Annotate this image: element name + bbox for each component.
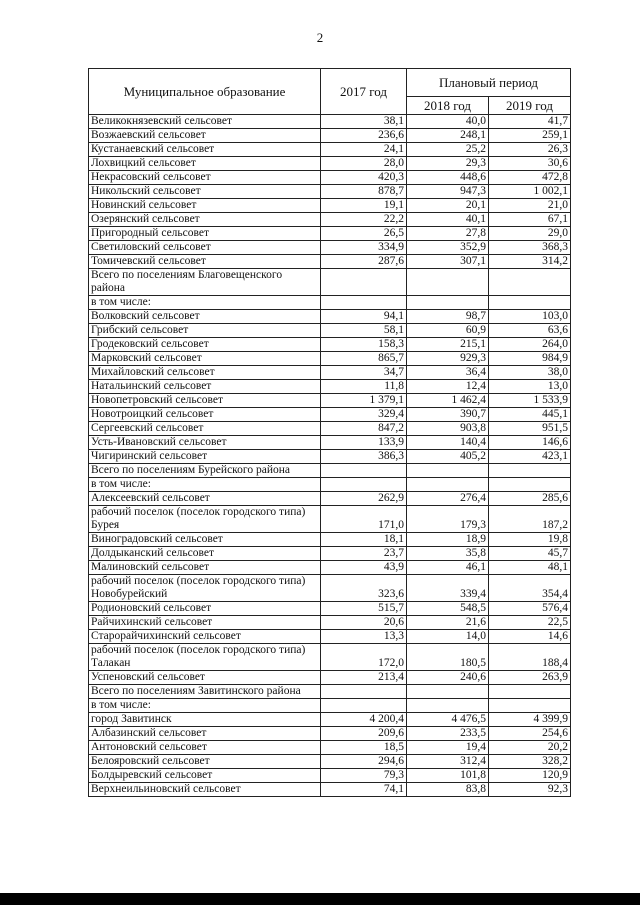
row-name: Озерянский сельсовет bbox=[89, 213, 321, 227]
value-2018: 101,8 bbox=[407, 769, 489, 783]
value-2019 bbox=[489, 685, 571, 699]
row-name: рабочий поселок (поселок городского типа) Талакан bbox=[89, 644, 321, 671]
value-2017 bbox=[321, 699, 407, 713]
value-2018: 179,3 bbox=[407, 506, 489, 533]
value-2017: 262,9 bbox=[321, 492, 407, 506]
value-2017: 386,3 bbox=[321, 450, 407, 464]
value-2019: 14,6 bbox=[489, 630, 571, 644]
value-2018: 29,3 bbox=[407, 157, 489, 171]
value-2018: 40,0 bbox=[407, 115, 489, 129]
value-2019: 188,4 bbox=[489, 644, 571, 671]
table-row bbox=[89, 185, 571, 199]
row-name: Натальинский сельсовет bbox=[89, 380, 321, 394]
value-2017: 22,2 bbox=[321, 213, 407, 227]
row-name: Родионовский сельсовет bbox=[89, 602, 321, 616]
table-row bbox=[89, 478, 571, 492]
value-2017: 294,6 bbox=[321, 755, 407, 769]
value-2017 bbox=[321, 269, 407, 296]
header-plan-period: Плановый период bbox=[407, 69, 571, 97]
value-2019: 13,0 bbox=[489, 380, 571, 394]
table-row bbox=[89, 213, 571, 227]
value-2019: 951,5 bbox=[489, 422, 571, 436]
value-2019: 314,2 bbox=[489, 255, 571, 269]
value-2019: 67,1 bbox=[489, 213, 571, 227]
value-2019 bbox=[489, 464, 571, 478]
row-name: Всего по поселениям Благовещенского района bbox=[89, 269, 321, 296]
value-2019: 423,1 bbox=[489, 450, 571, 464]
row-name: Всего по поселениям Бурейского района bbox=[89, 464, 321, 478]
value-2017: 20,6 bbox=[321, 616, 407, 630]
value-2017: 28,0 bbox=[321, 157, 407, 171]
value-2019: 19,8 bbox=[489, 533, 571, 547]
row-name: Светиловский сельсовет bbox=[89, 241, 321, 255]
value-2019: 354,4 bbox=[489, 575, 571, 602]
value-2019 bbox=[489, 296, 571, 310]
table-row bbox=[89, 450, 571, 464]
value-2017: 74,1 bbox=[321, 783, 407, 797]
table-row bbox=[89, 296, 571, 310]
value-2019: 4 399,9 bbox=[489, 713, 571, 727]
value-2018: 312,4 bbox=[407, 755, 489, 769]
row-name: в том числе: bbox=[89, 478, 321, 492]
row-name: Лохвицкий сельсовет bbox=[89, 157, 321, 171]
table-row bbox=[89, 171, 571, 185]
value-2018: 548,5 bbox=[407, 602, 489, 616]
value-2017 bbox=[321, 685, 407, 699]
value-2017: 94,1 bbox=[321, 310, 407, 324]
row-name: Верхнеильиновский сельсовет bbox=[89, 783, 321, 797]
row-name: Белояровский сельсовет bbox=[89, 755, 321, 769]
header-2019: 2019 год bbox=[489, 97, 571, 115]
value-2018: 390,7 bbox=[407, 408, 489, 422]
value-2019: 120,9 bbox=[489, 769, 571, 783]
value-2018: 240,6 bbox=[407, 671, 489, 685]
page-number: 2 bbox=[316, 30, 324, 45]
value-2019: 1 533,9 bbox=[489, 394, 571, 408]
table-row bbox=[89, 506, 571, 533]
value-2018: 83,8 bbox=[407, 783, 489, 797]
table-row bbox=[89, 129, 571, 143]
value-2019: 328,2 bbox=[489, 755, 571, 769]
table-row bbox=[89, 422, 571, 436]
row-name: Возжаевский сельсовет bbox=[89, 129, 321, 143]
table-row bbox=[89, 338, 571, 352]
table-row bbox=[89, 741, 571, 755]
value-2018: 307,1 bbox=[407, 255, 489, 269]
value-2017: 4 200,4 bbox=[321, 713, 407, 727]
row-name: в том числе: bbox=[89, 699, 321, 713]
table-row bbox=[89, 255, 571, 269]
row-name: Грибский сельсовет bbox=[89, 324, 321, 338]
table-row bbox=[89, 464, 571, 478]
value-2019: 29,0 bbox=[489, 227, 571, 241]
row-name: рабочий поселок (поселок городского типа) Новобурейский bbox=[89, 575, 321, 602]
row-name: Успеновский сельсовет bbox=[89, 671, 321, 685]
table-row bbox=[89, 713, 571, 727]
value-2018: 19,4 bbox=[407, 741, 489, 755]
value-2017: 209,6 bbox=[321, 727, 407, 741]
table-row bbox=[89, 143, 571, 157]
value-2017: 334,9 bbox=[321, 241, 407, 255]
row-name: Никольский сельсовет bbox=[89, 185, 321, 199]
row-name: Малиновский сельсовет bbox=[89, 561, 321, 575]
value-2018: 20,1 bbox=[407, 199, 489, 213]
table-row bbox=[89, 352, 571, 366]
value-2017: 287,6 bbox=[321, 255, 407, 269]
value-2017: 26,5 bbox=[321, 227, 407, 241]
value-2018: 248,1 bbox=[407, 129, 489, 143]
table-row bbox=[89, 575, 571, 602]
value-2017: 19,1 bbox=[321, 199, 407, 213]
value-2017: 34,7 bbox=[321, 366, 407, 380]
row-name: Алексеевский сельсовет bbox=[89, 492, 321, 506]
table-row bbox=[89, 755, 571, 769]
value-2017: 23,7 bbox=[321, 547, 407, 561]
table-row bbox=[89, 310, 571, 324]
table-row bbox=[89, 324, 571, 338]
table-row bbox=[89, 671, 571, 685]
value-2017: 18,1 bbox=[321, 533, 407, 547]
table-row bbox=[89, 616, 571, 630]
value-2018 bbox=[407, 699, 489, 713]
table-body bbox=[89, 115, 571, 797]
value-2017: 329,4 bbox=[321, 408, 407, 422]
value-2017: 171,0 bbox=[321, 506, 407, 533]
value-2019: 30,6 bbox=[489, 157, 571, 171]
table-row bbox=[89, 115, 571, 129]
table-row bbox=[89, 380, 571, 394]
value-2019: 285,6 bbox=[489, 492, 571, 506]
value-2017: 158,3 bbox=[321, 338, 407, 352]
value-2018: 180,5 bbox=[407, 644, 489, 671]
table-row bbox=[89, 547, 571, 561]
value-2017: 878,7 bbox=[321, 185, 407, 199]
row-name: рабочий поселок (поселок городского типа) Бурея bbox=[89, 506, 321, 533]
value-2019: 1 002,1 bbox=[489, 185, 571, 199]
row-name: Усть-Ивановский сельсовет bbox=[89, 436, 321, 450]
value-2019: 38,0 bbox=[489, 366, 571, 380]
value-2018: 12,4 bbox=[407, 380, 489, 394]
row-name: Новотроицкий сельсовет bbox=[89, 408, 321, 422]
value-2018: 276,4 bbox=[407, 492, 489, 506]
value-2019: 26,3 bbox=[489, 143, 571, 157]
value-2019: 472,8 bbox=[489, 171, 571, 185]
value-2019: 45,7 bbox=[489, 547, 571, 561]
row-name: Албазинский сельсовет bbox=[89, 727, 321, 741]
value-2019: 92,3 bbox=[489, 783, 571, 797]
value-2017: 236,6 bbox=[321, 129, 407, 143]
value-2017: 865,7 bbox=[321, 352, 407, 366]
table-row bbox=[89, 727, 571, 741]
table-row bbox=[89, 436, 571, 450]
value-2017: 11,8 bbox=[321, 380, 407, 394]
row-name: Всего по поселениям Завитинского района bbox=[89, 685, 321, 699]
value-2017: 1 379,1 bbox=[321, 394, 407, 408]
value-2018: 4 476,5 bbox=[407, 713, 489, 727]
row-name: Сергеевский сельсовет bbox=[89, 422, 321, 436]
row-name: Томичевский сельсовет bbox=[89, 255, 321, 269]
value-2019 bbox=[489, 699, 571, 713]
value-2019: 264,0 bbox=[489, 338, 571, 352]
value-2019 bbox=[489, 478, 571, 492]
value-2017: 18,5 bbox=[321, 741, 407, 755]
value-2019: 263,9 bbox=[489, 671, 571, 685]
value-2018 bbox=[407, 296, 489, 310]
row-name: Некрасовский сельсовет bbox=[89, 171, 321, 185]
row-name: Долдыканский сельсовет bbox=[89, 547, 321, 561]
value-2018: 405,2 bbox=[407, 450, 489, 464]
header-2017: 2017 год bbox=[321, 69, 407, 115]
value-2019: 576,4 bbox=[489, 602, 571, 616]
table-row bbox=[89, 699, 571, 713]
value-2018: 18,9 bbox=[407, 533, 489, 547]
table-row bbox=[89, 783, 571, 797]
value-2019: 48,1 bbox=[489, 561, 571, 575]
value-2018: 60,9 bbox=[407, 324, 489, 338]
value-2017 bbox=[321, 296, 407, 310]
value-2018: 1 462,4 bbox=[407, 394, 489, 408]
table-row bbox=[89, 602, 571, 616]
value-2018: 215,1 bbox=[407, 338, 489, 352]
row-name: Антоновский сельсовет bbox=[89, 741, 321, 755]
value-2018: 339,4 bbox=[407, 575, 489, 602]
value-2018 bbox=[407, 478, 489, 492]
table-row bbox=[89, 394, 571, 408]
value-2019: 22,5 bbox=[489, 616, 571, 630]
table-row bbox=[89, 408, 571, 422]
table-row bbox=[89, 533, 571, 547]
table-row bbox=[89, 630, 571, 644]
value-2018: 98,7 bbox=[407, 310, 489, 324]
row-name: Пригородный сельсовет bbox=[89, 227, 321, 241]
value-2017: 24,1 bbox=[321, 143, 407, 157]
table-row bbox=[89, 227, 571, 241]
row-name: в том числе: bbox=[89, 296, 321, 310]
table-row bbox=[89, 241, 571, 255]
value-2019: 20,2 bbox=[489, 741, 571, 755]
row-name: Гродековский сельсовет bbox=[89, 338, 321, 352]
value-2019: 146,6 bbox=[489, 436, 571, 450]
value-2019: 21,0 bbox=[489, 199, 571, 213]
value-2019: 254,6 bbox=[489, 727, 571, 741]
table-row bbox=[89, 157, 571, 171]
value-2017: 847,2 bbox=[321, 422, 407, 436]
value-2018: 27,8 bbox=[407, 227, 489, 241]
value-2018 bbox=[407, 269, 489, 296]
table-row bbox=[89, 366, 571, 380]
budget-table bbox=[88, 68, 571, 797]
value-2018: 46,1 bbox=[407, 561, 489, 575]
row-name: Старорайчихинский сельсовет bbox=[89, 630, 321, 644]
table-row bbox=[89, 561, 571, 575]
value-2019: 63,6 bbox=[489, 324, 571, 338]
scan-edge bbox=[0, 893, 640, 905]
table-row bbox=[89, 269, 571, 296]
value-2018: 40,1 bbox=[407, 213, 489, 227]
table-row bbox=[89, 492, 571, 506]
row-name: Райчихинский сельсовет bbox=[89, 616, 321, 630]
table-row bbox=[89, 199, 571, 213]
value-2018 bbox=[407, 685, 489, 699]
row-name: Кустанаевский сельсовет bbox=[89, 143, 321, 157]
value-2019: 41,7 bbox=[489, 115, 571, 129]
value-2017: 323,6 bbox=[321, 575, 407, 602]
value-2018: 25,2 bbox=[407, 143, 489, 157]
value-2018: 448,6 bbox=[407, 171, 489, 185]
value-2017: 38,1 bbox=[321, 115, 407, 129]
value-2018: 140,4 bbox=[407, 436, 489, 450]
value-2018: 14,0 bbox=[407, 630, 489, 644]
value-2017 bbox=[321, 478, 407, 492]
row-name: Великокнязевский сельсовет bbox=[89, 115, 321, 129]
value-2017: 13,3 bbox=[321, 630, 407, 644]
table-row bbox=[89, 685, 571, 699]
header-2018: 2018 год bbox=[407, 97, 489, 115]
value-2018: 21,6 bbox=[407, 616, 489, 630]
value-2019: 368,3 bbox=[489, 241, 571, 255]
row-name: Виноградовский сельсовет bbox=[89, 533, 321, 547]
value-2018: 36,4 bbox=[407, 366, 489, 380]
value-2019: 984,9 bbox=[489, 352, 571, 366]
row-name: Чигиринский сельсовет bbox=[89, 450, 321, 464]
value-2019: 445,1 bbox=[489, 408, 571, 422]
row-name: Новинский сельсовет bbox=[89, 199, 321, 213]
value-2019: 259,1 bbox=[489, 129, 571, 143]
value-2018: 352,9 bbox=[407, 241, 489, 255]
row-name: Новопетровский сельсовет bbox=[89, 394, 321, 408]
value-2017 bbox=[321, 464, 407, 478]
value-2018: 929,3 bbox=[407, 352, 489, 366]
header-municipality: Муниципальное образование bbox=[89, 69, 321, 115]
row-name: Марковский сельсовет bbox=[89, 352, 321, 366]
value-2018: 233,5 bbox=[407, 727, 489, 741]
value-2018: 35,8 bbox=[407, 547, 489, 561]
row-name: Болдыревский сельсовет bbox=[89, 769, 321, 783]
value-2018: 903,8 bbox=[407, 422, 489, 436]
row-name: Михайловский сельсовет bbox=[89, 366, 321, 380]
value-2017: 43,9 bbox=[321, 561, 407, 575]
value-2017: 420,3 bbox=[321, 171, 407, 185]
value-2017: 172,0 bbox=[321, 644, 407, 671]
value-2017: 515,7 bbox=[321, 602, 407, 616]
table-row bbox=[89, 769, 571, 783]
value-2018 bbox=[407, 464, 489, 478]
value-2019: 187,2 bbox=[489, 506, 571, 533]
row-name: город Завитинск bbox=[89, 713, 321, 727]
table-row bbox=[89, 644, 571, 671]
value-2017: 133,9 bbox=[321, 436, 407, 450]
value-2017: 58,1 bbox=[321, 324, 407, 338]
value-2017: 213,4 bbox=[321, 671, 407, 685]
value-2017: 79,3 bbox=[321, 769, 407, 783]
value-2018: 947,3 bbox=[407, 185, 489, 199]
value-2019: 103,0 bbox=[489, 310, 571, 324]
row-name: Волковский сельсовет bbox=[89, 310, 321, 324]
value-2019 bbox=[489, 269, 571, 296]
